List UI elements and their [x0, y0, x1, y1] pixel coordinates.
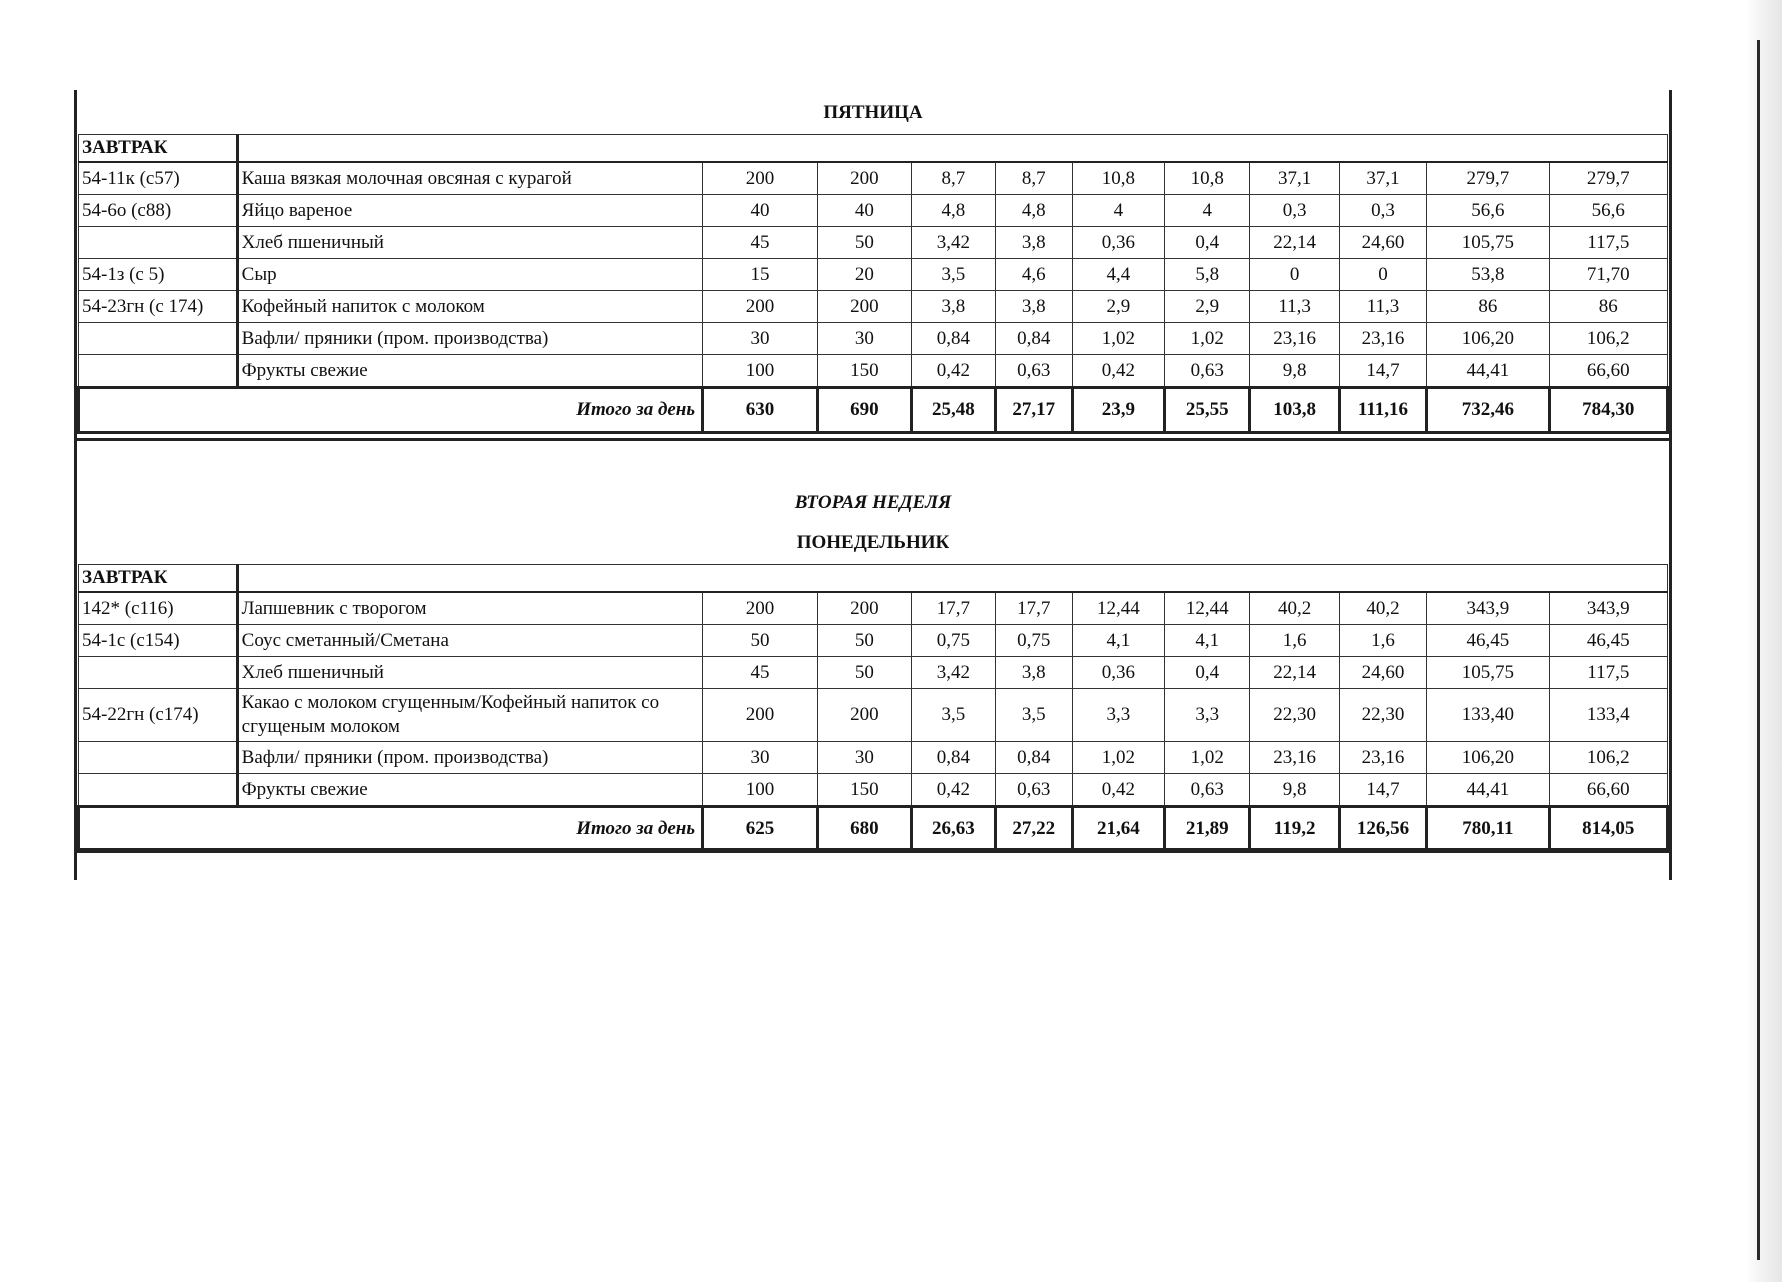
nutrition-value: 200	[818, 689, 912, 742]
nutrition-value: 1,02	[1165, 323, 1250, 355]
table-row	[79, 323, 1668, 355]
total-value: 119,2	[1250, 807, 1339, 852]
meal-label: ЗАВТРАК	[79, 565, 238, 593]
total-value: 27,22	[995, 807, 1072, 852]
total-value: 27,17	[995, 388, 1072, 433]
nutrition-value: 0,42	[911, 355, 995, 388]
nutrition-value: 37,1	[1250, 162, 1339, 195]
nutrition-value: 150	[818, 355, 912, 388]
nutrition-value: 3,3	[1072, 689, 1165, 742]
nutrition-value: 4,4	[1072, 259, 1165, 291]
nutrition-value: 5,8	[1165, 259, 1250, 291]
nutrition-value: 22,14	[1250, 227, 1339, 259]
nutrition-value: 200	[818, 291, 912, 323]
dish-name: Вафли/ пряники (пром. производства)	[237, 742, 702, 774]
nutrition-value: 3,42	[911, 657, 995, 689]
nutrition-value: 0,3	[1339, 195, 1426, 227]
total-value: 784,30	[1549, 388, 1667, 433]
nutrition-value: 17,7	[911, 592, 995, 625]
nutrition-value: 44,41	[1427, 355, 1549, 388]
nutrition-value: 9,8	[1250, 355, 1339, 388]
nutrition-value: 53,8	[1427, 259, 1549, 291]
nutrition-value: 23,16	[1250, 323, 1339, 355]
total-row	[79, 388, 1668, 433]
nutrition-value: 10,8	[1072, 162, 1165, 195]
nutrition-value: 44,41	[1427, 774, 1549, 807]
nutrition-value: 106,2	[1549, 742, 1667, 774]
nutrition-value: 0,42	[1072, 355, 1165, 388]
nutrition-value: 133,40	[1427, 689, 1549, 742]
nutrition-value: 14,7	[1339, 774, 1426, 807]
nutrition-value: 30	[818, 323, 912, 355]
scan-edge	[1746, 0, 1782, 1282]
nutrition-value: 50	[703, 625, 818, 657]
total-value: 111,16	[1339, 388, 1426, 433]
nutrition-value: 0,3	[1250, 195, 1339, 227]
table-row	[79, 625, 1668, 657]
nutrition-value: 4	[1165, 195, 1250, 227]
nutrition-value: 3,8	[911, 291, 995, 323]
nutrition-value: 4,8	[911, 195, 995, 227]
nutrition-value: 0,36	[1072, 657, 1165, 689]
nutrition-value: 200	[818, 592, 912, 625]
total-value: 630	[703, 388, 818, 433]
nutrition-value: 200	[818, 162, 912, 195]
nutrition-value: 1,6	[1250, 625, 1339, 657]
nutrition-value: 15	[703, 259, 818, 291]
recipe-code	[79, 657, 238, 689]
total-label: Итого за день	[79, 807, 703, 852]
meal-header-row	[79, 135, 1668, 163]
nutrition-value: 200	[703, 592, 818, 625]
dish-name: Яйцо вареное	[237, 195, 702, 227]
nutrition-value: 23,16	[1339, 742, 1426, 774]
table-row	[79, 689, 1668, 742]
nutrition-value: 3,42	[911, 227, 995, 259]
nutrition-value: 24,60	[1339, 227, 1426, 259]
nutrition-value: 3,8	[995, 291, 1072, 323]
nutrition-value: 45	[703, 657, 818, 689]
nutrition-value: 24,60	[1339, 657, 1426, 689]
nutrition-value: 200	[703, 291, 818, 323]
total-value: 23,9	[1072, 388, 1165, 433]
nutrition-value: 2,9	[1072, 291, 1165, 323]
nutrition-value: 4,1	[1072, 625, 1165, 657]
nutrition-value: 50	[818, 657, 912, 689]
meal-label: ЗАВТРАК	[79, 135, 238, 163]
nutrition-value: 106,20	[1427, 742, 1549, 774]
nutrition-value: 40,2	[1339, 592, 1426, 625]
table-row	[79, 742, 1668, 774]
nutrition-value: 3,5	[995, 689, 1072, 742]
nutrition-value: 46,45	[1427, 625, 1549, 657]
nutrition-value: 0,4	[1165, 657, 1250, 689]
nutrition-value: 9,8	[1250, 774, 1339, 807]
nutrition-value: 343,9	[1427, 592, 1549, 625]
total-value: 126,56	[1339, 807, 1426, 852]
recipe-code	[79, 323, 238, 355]
nutrition-value: 0,63	[1165, 355, 1250, 388]
nutrition-value: 50	[818, 625, 912, 657]
recipe-code: 54-6о (с88)	[79, 195, 238, 227]
nutrition-value: 0,84	[995, 742, 1072, 774]
total-value: 690	[818, 388, 912, 433]
nutrition-value: 0,63	[1165, 774, 1250, 807]
recipe-code	[79, 355, 238, 388]
total-row	[79, 807, 1668, 852]
nutrition-value: 86	[1427, 291, 1549, 323]
nutrition-value: 22,30	[1250, 689, 1339, 742]
nutrition-value: 3,5	[911, 689, 995, 742]
nutrition-value: 4,1	[1165, 625, 1250, 657]
nutrition-value: 100	[703, 355, 818, 388]
nutrition-value: 0,36	[1072, 227, 1165, 259]
nutrition-value: 279,7	[1549, 162, 1667, 195]
recipe-code: 142* (с116)	[79, 592, 238, 625]
nutrition-value: 30	[818, 742, 912, 774]
nutrition-value: 0,75	[911, 625, 995, 657]
meal-header-row	[79, 565, 1668, 593]
nutrition-value: 14,7	[1339, 355, 1426, 388]
nutrition-value: 12,44	[1165, 592, 1250, 625]
nutrition-value: 20	[818, 259, 912, 291]
nutrition-value: 11,3	[1250, 291, 1339, 323]
nutrition-value: 117,5	[1549, 227, 1667, 259]
recipe-code: 54-1с (с154)	[79, 625, 238, 657]
nutrition-value: 150	[818, 774, 912, 807]
dish-name: Сыр	[237, 259, 702, 291]
nutrition-value: 50	[818, 227, 912, 259]
recipe-code: 54-11к (с57)	[79, 162, 238, 195]
menu-table-monday	[77, 564, 1669, 853]
nutrition-value: 200	[703, 162, 818, 195]
nutrition-value: 40	[818, 195, 912, 227]
total-value: 625	[703, 807, 818, 852]
recipe-code	[79, 742, 238, 774]
total-value: 103,8	[1250, 388, 1339, 433]
total-value: 814,05	[1549, 807, 1667, 852]
dish-name: Фрукты свежие	[237, 774, 702, 807]
nutrition-value: 0,42	[911, 774, 995, 807]
meal-header-spacer	[237, 565, 1667, 593]
nutrition-value: 66,60	[1549, 355, 1667, 388]
nutrition-value: 37,1	[1339, 162, 1426, 195]
total-value: 732,46	[1427, 388, 1549, 433]
nutrition-value: 200	[703, 689, 818, 742]
total-value: 25,48	[911, 388, 995, 433]
total-value: 680	[818, 807, 912, 852]
nutrition-value: 11,3	[1339, 291, 1426, 323]
nutrition-value: 0,75	[995, 625, 1072, 657]
table-row	[79, 774, 1668, 807]
nutrition-value: 343,9	[1549, 592, 1667, 625]
table-row	[79, 657, 1668, 689]
nutrition-value: 8,7	[911, 162, 995, 195]
recipe-code: 54-23гн (с 174)	[79, 291, 238, 323]
nutrition-value: 40	[703, 195, 818, 227]
nutrition-value: 1,02	[1165, 742, 1250, 774]
section-divider	[77, 438, 1669, 441]
dish-name: Хлеб пшеничный	[237, 227, 702, 259]
nutrition-value: 0,63	[995, 355, 1072, 388]
total-value: 21,89	[1165, 807, 1250, 852]
day-title-monday: ПОНЕДЕЛЬНИК	[796, 532, 950, 553]
table-row	[79, 259, 1668, 291]
nutrition-value: 8,7	[995, 162, 1072, 195]
week-title: ВТОРАЯ НЕДЕЛЯ	[794, 492, 952, 513]
nutrition-value: 0,84	[911, 742, 995, 774]
nutrition-value: 105,75	[1427, 227, 1549, 259]
recipe-code: 54-22гн (с174)	[79, 689, 238, 742]
nutrition-value: 23,16	[1250, 742, 1339, 774]
dish-name: Лапшевник с творогом	[237, 592, 702, 625]
nutrition-value: 56,6	[1427, 195, 1549, 227]
nutrition-value: 1,02	[1072, 742, 1165, 774]
dish-name: Хлеб пшеничный	[237, 657, 702, 689]
nutrition-value: 17,7	[995, 592, 1072, 625]
dish-name: Кофейный напиток с молоком	[237, 291, 702, 323]
nutrition-value: 22,30	[1339, 689, 1426, 742]
nutrition-value: 100	[703, 774, 818, 807]
nutrition-value: 3,3	[1165, 689, 1250, 742]
day-title-friday: ПЯТНИЦА	[823, 102, 923, 123]
nutrition-value: 3,8	[995, 227, 1072, 259]
total-value: 26,63	[911, 807, 995, 852]
table-row	[79, 291, 1668, 323]
recipe-code: 54-1з (с 5)	[79, 259, 238, 291]
total-value: 25,55	[1165, 388, 1250, 433]
dish-name: Каша вязкая молочная овсяная с курагой	[237, 162, 702, 195]
nutrition-value: 3,8	[995, 657, 1072, 689]
nutrition-value: 4,8	[995, 195, 1072, 227]
bottom-divider	[77, 848, 1669, 851]
nutrition-value: 1,02	[1072, 323, 1165, 355]
nutrition-value: 4	[1072, 195, 1165, 227]
nutrition-value: 0	[1250, 259, 1339, 291]
scan-border-line	[1757, 40, 1760, 1260]
nutrition-value: 105,75	[1427, 657, 1549, 689]
nutrition-value: 106,20	[1427, 323, 1549, 355]
nutrition-value: 12,44	[1072, 592, 1165, 625]
table-row	[79, 195, 1668, 227]
nutrition-value: 0,84	[911, 323, 995, 355]
nutrition-value: 46,45	[1549, 625, 1667, 657]
table-row	[79, 592, 1668, 625]
meal-header-spacer	[237, 135, 1667, 163]
recipe-code	[79, 774, 238, 807]
nutrition-value: 117,5	[1549, 657, 1667, 689]
menu-table-friday	[77, 134, 1669, 434]
nutrition-value: 23,16	[1339, 323, 1426, 355]
dish-name: Фрукты свежие	[237, 355, 702, 388]
nutrition-value: 1,6	[1339, 625, 1426, 657]
nutrition-value: 30	[703, 742, 818, 774]
nutrition-value: 0,4	[1165, 227, 1250, 259]
total-value: 780,11	[1427, 807, 1549, 852]
nutrition-value: 0,42	[1072, 774, 1165, 807]
menu-document	[74, 90, 1672, 880]
nutrition-value: 3,5	[911, 259, 995, 291]
nutrition-value: 2,9	[1165, 291, 1250, 323]
nutrition-value: 0,84	[995, 323, 1072, 355]
nutrition-value: 0	[1339, 259, 1426, 291]
nutrition-value: 56,6	[1549, 195, 1667, 227]
dish-name: Вафли/ пряники (пром. производства)	[237, 323, 702, 355]
dish-name: Какао с молоком сгущенным/Кофейный напиток со сгущеным молоком	[237, 689, 702, 742]
nutrition-value: 71,70	[1549, 259, 1667, 291]
nutrition-value: 45	[703, 227, 818, 259]
nutrition-value: 279,7	[1427, 162, 1549, 195]
nutrition-value: 22,14	[1250, 657, 1339, 689]
nutrition-value: 106,2	[1549, 323, 1667, 355]
nutrition-value: 66,60	[1549, 774, 1667, 807]
recipe-code	[79, 227, 238, 259]
nutrition-value: 4,6	[995, 259, 1072, 291]
nutrition-value: 30	[703, 323, 818, 355]
nutrition-value: 133,4	[1549, 689, 1667, 742]
total-label: Итого за день	[79, 388, 703, 433]
table-row	[79, 355, 1668, 388]
table-row	[79, 162, 1668, 195]
total-value: 21,64	[1072, 807, 1165, 852]
nutrition-value: 0,63	[995, 774, 1072, 807]
dish-name: Соус сметанный/Сметана	[237, 625, 702, 657]
nutrition-value: 10,8	[1165, 162, 1250, 195]
nutrition-value: 40,2	[1250, 592, 1339, 625]
nutrition-value: 86	[1549, 291, 1667, 323]
table-row	[79, 227, 1668, 259]
